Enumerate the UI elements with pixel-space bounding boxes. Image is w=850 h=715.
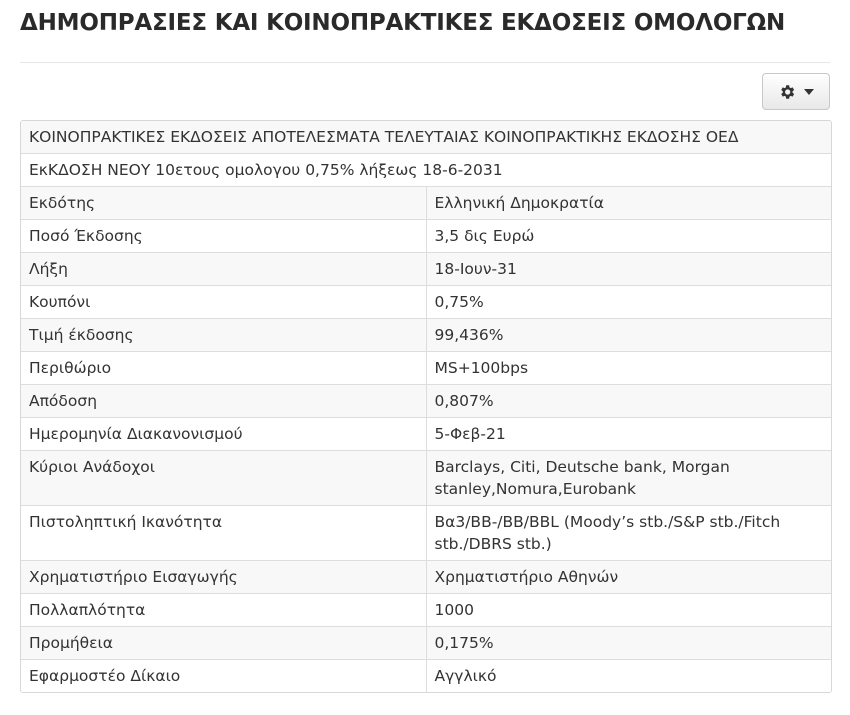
- row-label: Εκδότης: [21, 187, 426, 220]
- row-value: 3,5 δις Ευρώ: [426, 220, 831, 253]
- table-row: [21, 220, 831, 253]
- row-label: Απόδοση: [21, 385, 426, 418]
- row-value: 99,436%: [426, 319, 831, 352]
- row-label: Χρηματιστήριο Εισαγωγής: [21, 561, 426, 594]
- row-value: 0,175%: [426, 627, 831, 660]
- row-label: Πιστοληπτική Ικανότητα: [21, 506, 426, 561]
- row-value: Αγγλικό: [426, 660, 831, 693]
- row-value: 0,75%: [426, 286, 831, 319]
- row-label: Κουπόνι: [21, 286, 426, 319]
- table-row: [21, 187, 831, 220]
- row-value: MS+100bps: [426, 352, 831, 385]
- row-label: Κύριοι Ανάδοχοι: [21, 451, 426, 506]
- row-label: Ημερομηνία Διακανονισμού: [21, 418, 426, 451]
- table-row: [21, 418, 831, 451]
- row-value: Ελληνική Δημοκρατία: [426, 187, 831, 220]
- table-row: [21, 352, 831, 385]
- row-label: Ποσό Έκδοσης: [21, 220, 426, 253]
- table-row: [21, 561, 831, 594]
- table-row: [21, 451, 831, 506]
- row-value: Χρηματιστήριο Αθηνών: [426, 561, 831, 594]
- row-label: Εφαρμοστέο Δίκαιο: [21, 660, 426, 693]
- row-label: Περιθώριο: [21, 352, 426, 385]
- table-subheader-row: [21, 154, 831, 187]
- table-row: [21, 286, 831, 319]
- page-title: ΔΗΜΟΠΡΑΣΙΕΣ ΚΑΙ ΚΟΙΝΟΠΡΑΚΤΙΚΕΣ ΕΚΔΟΣΕΙΣ ΟΜΟΛΟΓΩΝ: [20, 10, 786, 36]
- row-label: Τιμή έκδοσης: [21, 319, 426, 352]
- row-value: Barclays, Citi, Deutsche bank, Morgan stanley,Nomura,Eurobank: [426, 451, 831, 506]
- row-label: Προμήθεια: [21, 627, 426, 660]
- table-row: [21, 385, 831, 418]
- settings-dropdown-button[interactable]: [762, 73, 830, 110]
- row-value: 5-Φεβ-21: [426, 418, 831, 451]
- row-value: 1000: [426, 594, 831, 627]
- table-row: [21, 627, 831, 660]
- row-label: Λήξη: [21, 253, 426, 286]
- gear-icon: [778, 83, 796, 101]
- row-value: 18-Ιουν-31: [426, 253, 831, 286]
- row-value: 0,807%: [426, 385, 831, 418]
- row-value: Βα3/BB-/BB/BBL (Moody’s stb./S&P stb./Fitch stb./DBRS stb.): [426, 506, 831, 561]
- table-subheader-cell: ΕκΚΔΟΣΗ ΝΕΟΥ 10ετους ομολογου 0,75% λήξεως 18-6-2031: [21, 154, 831, 187]
- table-row: [21, 319, 831, 352]
- table-row: [21, 506, 831, 561]
- row-label: Πολλαπλότητα: [21, 594, 426, 627]
- table-row: [21, 660, 831, 693]
- table-row: [21, 594, 831, 627]
- table-header-row: [21, 121, 831, 154]
- table-row: [21, 253, 831, 286]
- title-divider: [20, 62, 830, 63]
- table-header-cell: ΚΟΙΝΟΠΡΑΚΤΙΚΕΣ ΕΚΔΟΣΕΙΣ ΑΠΟΤΕΛΕΣΜΑΤΑ ΤΕΛΕΥΤΑΙΑΣ ΚΟΙΝΟΠΡΑΚΤΙΚΗΣ ΕΚΔΟΣΗΣ ΟΕΔ: [21, 121, 831, 154]
- bond-issue-table: [20, 120, 832, 693]
- caret-down-icon: [804, 89, 814, 95]
